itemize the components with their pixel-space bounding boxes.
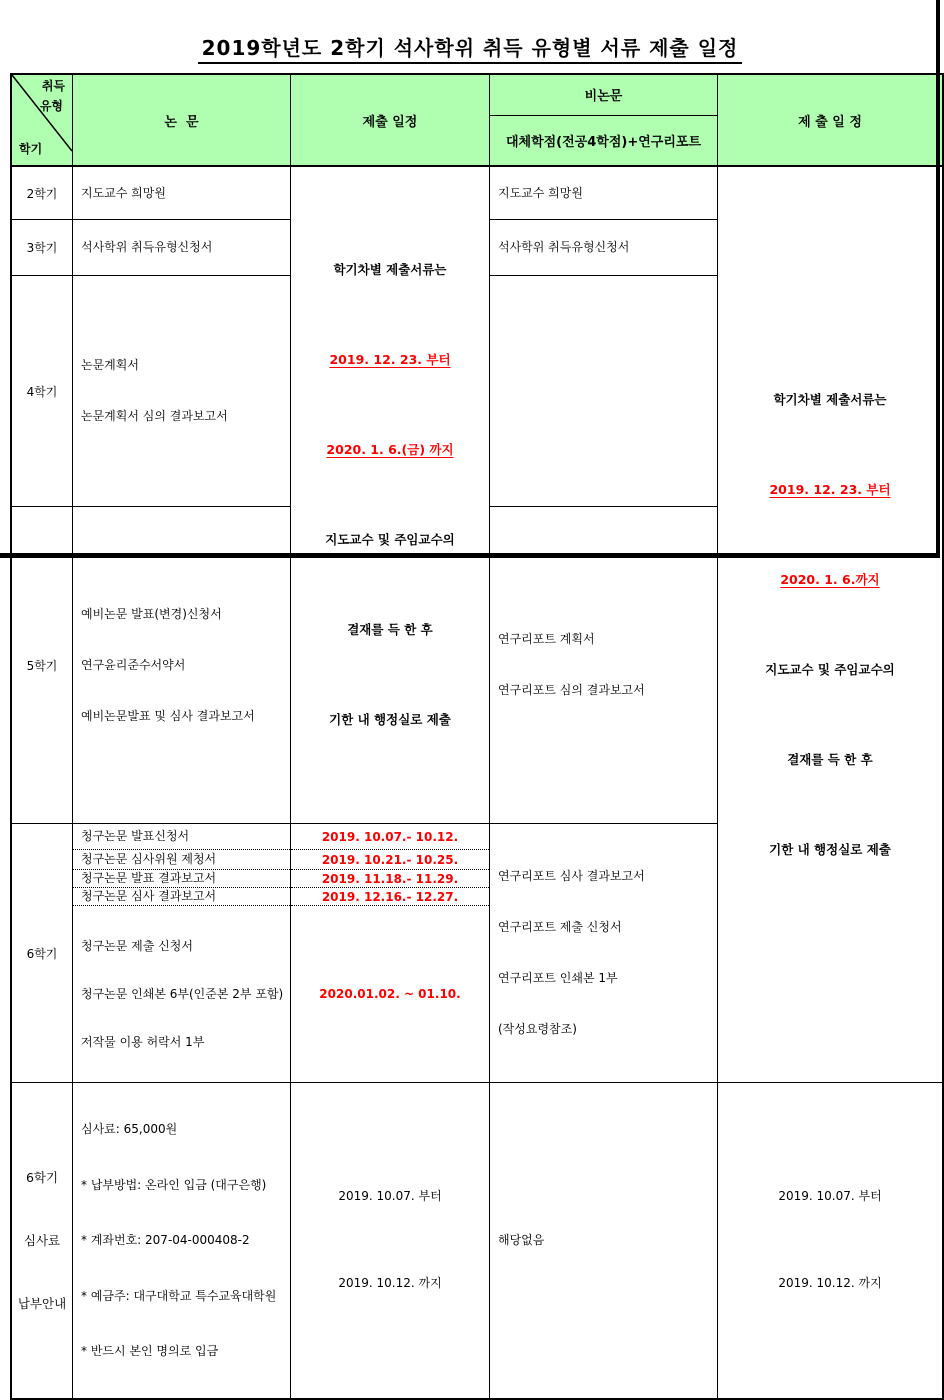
sem6-non-thesis-doc: 연구리포트 인쇄본 1부 (498, 971, 618, 985)
non-thesis-schedule-line: 기한 내 행정실로 제출 (769, 841, 891, 857)
non-thesis-schedule-date-from: 2019. 12. 23. 부터 (769, 481, 891, 497)
sem6-non-thesis-docs (490, 824, 718, 1083)
non-thesis-schedule-line: 지도교수 및 주임교수의 (765, 661, 895, 677)
fee-non-thesis-date: 2019. 10.07. 부터 (778, 1189, 882, 1204)
sem6-non-thesis-doc: 연구리포트 심사 결과보고서 (498, 869, 645, 883)
header-non-thesis: 비논문 (490, 74, 718, 115)
sem6-doc-3: 청구논문 발표 결과보고서 (73, 870, 291, 888)
thesis-schedule-line: 학기차별 제출서류는 (333, 262, 447, 277)
sem6-doc-4: 청구논문 심사 결과보고서 (73, 888, 291, 906)
fee-detail-line: * 납부방법: 온라인 입금 (대구은행) (81, 1177, 267, 1192)
non-thesis-schedule-cell (718, 166, 944, 1083)
header-non-thesis-sub: 대체학점(전공4학점)+연구리포트 (490, 115, 718, 166)
sem5-thesis-doc: 연구윤리준수서약서 (81, 657, 186, 672)
corner-label-acquisition: 취득 (41, 79, 65, 93)
thesis-schedule-line: 결재를 득 한 후 (347, 622, 433, 637)
fee-details (73, 1083, 291, 1399)
fee-detail-line: * 예금주: 대구대학교 특수교육대학원 (81, 1288, 277, 1303)
sem5-non-thesis-doc: 연구리포트 심의 결과보고서 (498, 683, 645, 697)
fee-thesis-date: 2019. 10.12. 까지 (338, 1276, 442, 1291)
sem6-doc-5: 저작물 이용 허락서 1부 (81, 1035, 205, 1049)
fee-non-thesis: 해당없음 (490, 1083, 718, 1399)
non-thesis-schedule-date-to: 2020. 1. 6.까지 (780, 571, 880, 587)
window-right-edge (936, 0, 940, 558)
sem2-thesis-doc: 지도교수 희망원 (73, 166, 291, 220)
sem6-date-5: 2020.01.02. ~ 01.10. (291, 906, 490, 1083)
sem6-date-3: 2019. 11.18.- 11.29. (291, 870, 490, 888)
sem6-date-4: 2019. 12.16.- 12.27. (291, 888, 490, 906)
fee-thesis-schedule (291, 1083, 490, 1399)
header-thesis: 논 문 (73, 74, 291, 166)
sem6-label: 6학기 (11, 824, 73, 1083)
window-bottom-edge (0, 553, 940, 558)
corner-label-type: 유형 (39, 99, 63, 113)
schedule-table (10, 73, 944, 1400)
sem3-label: 3학기 (11, 220, 73, 276)
thesis-schedule-line: 지도교수 및 주임교수의 (325, 532, 455, 547)
sem5-thesis-doc: 예비논문발표 및 심사 결과보고서 (81, 708, 255, 723)
sem4-thesis-doc: 논문계획서 (81, 358, 139, 373)
sem6-doc-5-group (73, 906, 291, 1083)
sem2-label: 2학기 (11, 166, 73, 220)
thesis-schedule-cell (291, 166, 490, 824)
non-thesis-schedule-line: 학기차별 제출서류는 (773, 391, 887, 407)
page-title: 2019학년도 2학기 석사학위 취득 유형별 서류 제출 일정 (198, 32, 743, 64)
sem6-doc-5: 청구논문 제출 신청서 (81, 939, 193, 953)
header-corner-cell (11, 74, 73, 166)
sem4-thesis-doc: 논문계획서 심의 결과보고서 (81, 409, 228, 424)
sem5-label: 5학기 (11, 507, 73, 824)
sem6-date-1: 2019. 10.07.- 10.12. (291, 824, 490, 850)
sem5-thesis-doc: 예비논문 발표(변경)신청서 (81, 606, 222, 621)
non-thesis-schedule-line: 결재를 득 한 후 (787, 751, 873, 767)
fee-label-line: 6학기 (25, 1169, 59, 1185)
sem5-non-thesis-doc: 연구리포트 계획서 (498, 632, 595, 646)
sem6-date-2: 2019. 10.21.- 10.25. (291, 850, 490, 870)
sem3-thesis-doc: 석사학위 취득유형신청서 (73, 220, 291, 276)
sem6-doc-1: 청구논문 발표신청서 (73, 824, 291, 850)
thesis-schedule-date-to: 2020. 1. 6.(금) 까지 (326, 442, 454, 457)
fee-non-thesis-date: 2019. 10.12. 까지 (778, 1276, 882, 1291)
sem6-doc-5: 청구논문 인쇄본 6부(인준본 2부 포함) (81, 987, 284, 1001)
fee-detail-line: * 반드시 본인 명의로 입금 (81, 1344, 219, 1358)
corner-label-semester: 학기 (19, 142, 43, 156)
sem4-thesis-docs (73, 276, 291, 507)
sem4-non-thesis-empty (490, 276, 718, 507)
sem6-non-thesis-doc: (작성요령참조) (498, 1022, 577, 1036)
header-schedule-thesis: 제출 일정 (291, 74, 490, 166)
sem6-non-thesis-doc: 연구리포트 제출 신청서 (498, 920, 622, 934)
fee-thesis-date: 2019. 10.07. 부터 (338, 1189, 442, 1204)
thesis-schedule-date-from: 2019. 12. 23. 부터 (329, 352, 451, 367)
fee-label (11, 1083, 73, 1399)
sem2-non-thesis-doc: 지도교수 희망원 (490, 166, 718, 220)
fee-label-line: 납부안내 (17, 1295, 67, 1311)
fee-detail-line: 심사료: 65,000원 (81, 1122, 178, 1136)
sem3-non-thesis-doc: 석사학위 취득유형신청서 (490, 220, 718, 276)
sem6-doc-2: 청구논문 심사위원 제청서 (73, 850, 291, 870)
fee-label-line: 심사료 (23, 1232, 61, 1248)
fee-non-thesis-schedule (718, 1083, 944, 1399)
header-schedule-non-thesis: 제 출 일 정 (718, 74, 944, 166)
thesis-schedule-line: 기한 내 행정실로 제출 (329, 712, 451, 727)
sem4-label: 4학기 (11, 276, 73, 507)
fee-detail-line: * 계좌번호: 207-04-000408-2 (81, 1233, 250, 1247)
